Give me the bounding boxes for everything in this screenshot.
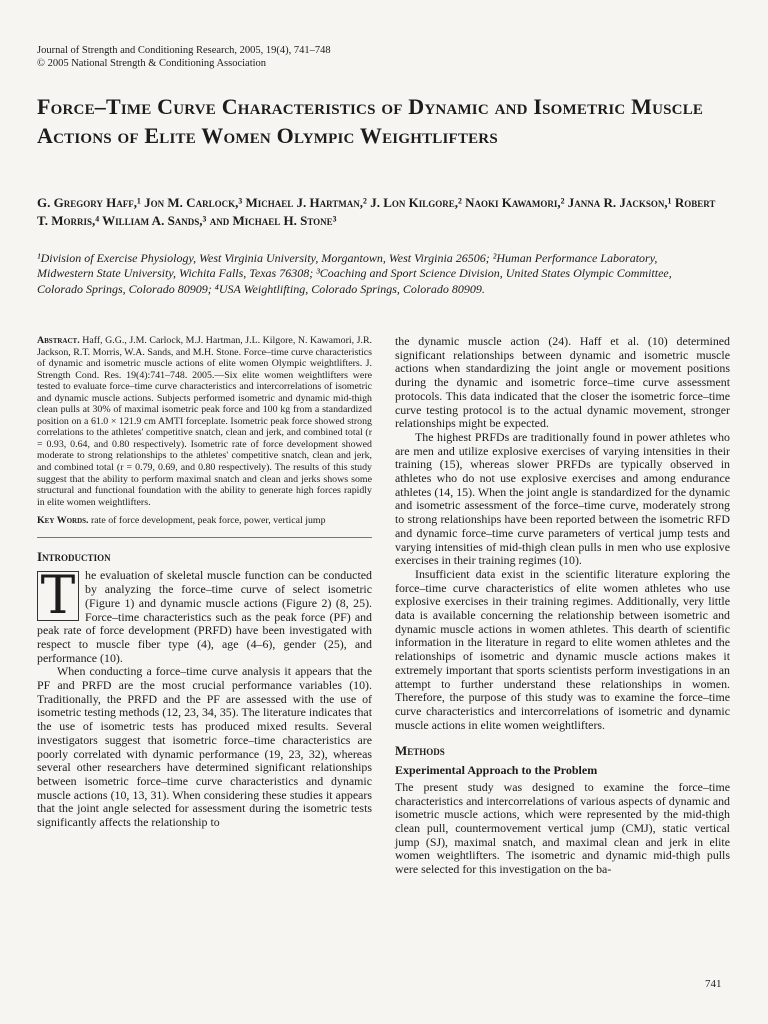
affiliations: ¹Division of Exercise Physiology, West Virginia University, Morgantown, West Virginia 26506; ²Human Performance Laboratory, Midwestern State University, Wichita Falls, Texas 76308; ³Coaching and Sport Science Division, United States Olympic Committee, Colorado Springs, Colorado 80909; ⁴USA Weightlifting, Colorado Springs, Colorado 80909. bbox=[37, 251, 672, 296]
journal-line-2: © 2005 National Strength & Conditioning Association bbox=[37, 57, 267, 69]
introduction-heading: Introduction bbox=[37, 548, 111, 564]
methods-heading: Methods bbox=[395, 743, 445, 759]
abstract-label: Abstract. bbox=[37, 335, 80, 346]
introduction-paragraph-5: Insufficient data exist in the scientific literature exploring the force–time curve characteristics of elite women athletes who use explosive exercises in their training regimes. Additionally, very little data is available concerning the relationship between isometric and dynamic muscle actions in women athletes. This dearth of scientific information in the literature in regard to elite women athletes and the relationships of isometric and dynamic muscle actions makes it extremely important that sports scientists perform investigations in an attempt to further understand these relationships in women. Therefore, the purpose of this study was to examine the force–time curve characteristics and intercorrelations of isometric and dynamic muscle actions in elite women weightlifters. bbox=[395, 566, 730, 732]
methods-subheading: Experimental Approach to the Problem bbox=[395, 763, 598, 778]
journal-line-1: Journal of Strength and Conditioning Research, 2005, 19(4), 741–748 bbox=[37, 45, 331, 56]
methods-paragraph-1: The present study was designed to examine the force–time characteristics and intercorrelations of various aspects of dynamic and isometric muscle actions, which were represented by the mid-thigh clean pull, countermovement vertical jump (CMJ), static vertical jump (SJ), maximal snatch, and maximal clean and jerk in elite women weightlifters. The isometric and dynamic mid-thigh pulls were selected for this investigation on the ba- bbox=[395, 779, 730, 877]
introduction-paragraph-1-text: he evaluation of skeletal muscle function can be conducted by analyzing the force–time curve of select isometric (Figure 1) and dynamic muscle actions (Figure 2) (8, 25). Force–time characteristics such as the peak force (PF) and peak rate of force development (PRFD) have been investigated with respect to muscle fiber type (4), age (4–6), gender (25), and performance (10). bbox=[37, 568, 372, 665]
page-number: 741 bbox=[705, 978, 722, 990]
section-divider bbox=[37, 537, 372, 538]
introduction-paragraph-4: The highest PRFDs are traditionally found in power athletes who are men and utilize explosive exercises of varying intensities in their training (15), whereas slower PRFDs are typically observed in athletes who do not use explosive exercises and among endurance athletes (14, 15). When the joint angle is standardized for the dynamic and isometric assessment of the force–time curve, moderately strong to strong relationships have been reported between the isometric RFD and dynamic force–time curve parameters of vertical jump tests and varying intensities of mid-thigh clean pulls in men who use explosive exercises in their training regimes (10). bbox=[395, 429, 730, 568]
left-column bbox=[37, 335, 372, 830]
drop-cap: T bbox=[37, 571, 79, 621]
right-column bbox=[395, 335, 730, 877]
abstract bbox=[37, 335, 372, 508]
journal-citation bbox=[37, 45, 331, 70]
introduction-paragraph-3: the dynamic muscle action (24). Haff et al. (10) determined significant relationships between dynamic and isometric muscle actions when standardizing the joint angle or movement positions during the dynamic and isometric force–time curve assessment protocols. This data indicated that the closer the isometric force–time curve testing protocol is to the actual dynamic movement, stronger relationships might be expected. bbox=[395, 334, 730, 431]
keywords bbox=[37, 515, 372, 527]
keywords-label: Key Words. bbox=[37, 515, 89, 527]
abstract-text: Haff, G.G., J.M. Carlock, M.J. Hartman, J.L. Kilgore, N. Kawamori, J.R. Jackson, R.T. Morris, W.A. Sands, and M.H. Stone. Force–time curve characteristics of dynamic and isometric muscle actions of elite women Olympic weightlifters. J. Strength Cond. Res. 19(4):741–748. 2005.—Six elite women weightlifters were tested to evaluate force–time curve characteristics and intercorrelations of isometric and dynamic muscle actions. Subjects performed isometric and dynamic mid-thigh clean pulls at 30% of maximal isometric peak force and 100 kg from a standardized position on a 61.0 × 121.9 cm AMTI forceplate. Isometric peak force showed strong correlations to the athletes' competitive snatch, clean and jerk, and combined total (r = 0.93, 0.64, and 0.80 respectively). Isometric rate of force development showed moderate to strong relationships to the athletes' competitive snatch, clean and jerk, and combined total (r = 0.79, 0.69, and 0.80 respectively). The results of this study suggest that the ability to perform maximal snatch and clean and jerks shows some structural and functional foundation with the ability to generate high forces rapidly in elite women weightlifters. bbox=[37, 335, 372, 508]
keywords-text: rate of force development, peak force, power, vertical jump bbox=[90, 515, 326, 527]
paper-title: Force–Time Curve Characteristics of Dynamic and Isometric Muscle Actions of Elite Women Olympic Weightlifters bbox=[37, 94, 704, 148]
author-list: G. Gregory Haff,¹ Jon M. Carlock,³ Michael J. Hartman,² J. Lon Kilgore,² Naoki Kawamori,² Janna R. Jackson,¹ Robert T. Morris,⁴ William A. Sands,³ and Michael H. Stone³ bbox=[37, 195, 716, 228]
introduction-paragraph-2: When conducting a force–time curve analysis it appears that the PF and PRFD are the most crucial performance variables (10). Traditionally, the PRFD and the PF are assessed with the use of isometric testing methods (12, 23, 34, 35). The literature indicates that the use of isometric tests has produced mixed results. Several investigators suggest that isometric force–time characteristics are poorly correlated with dynamic performance (19, 23, 32), whereas several other researchers have determined significant relationships between isometric force–time curve characteristics and dynamic muscle actions (10, 13, 31). When considering these studies it appears that the joint angle selected for assessment during the isometric tests significantly affects the relationship to bbox=[37, 664, 372, 830]
introduction-paragraph-1 bbox=[37, 566, 372, 665]
